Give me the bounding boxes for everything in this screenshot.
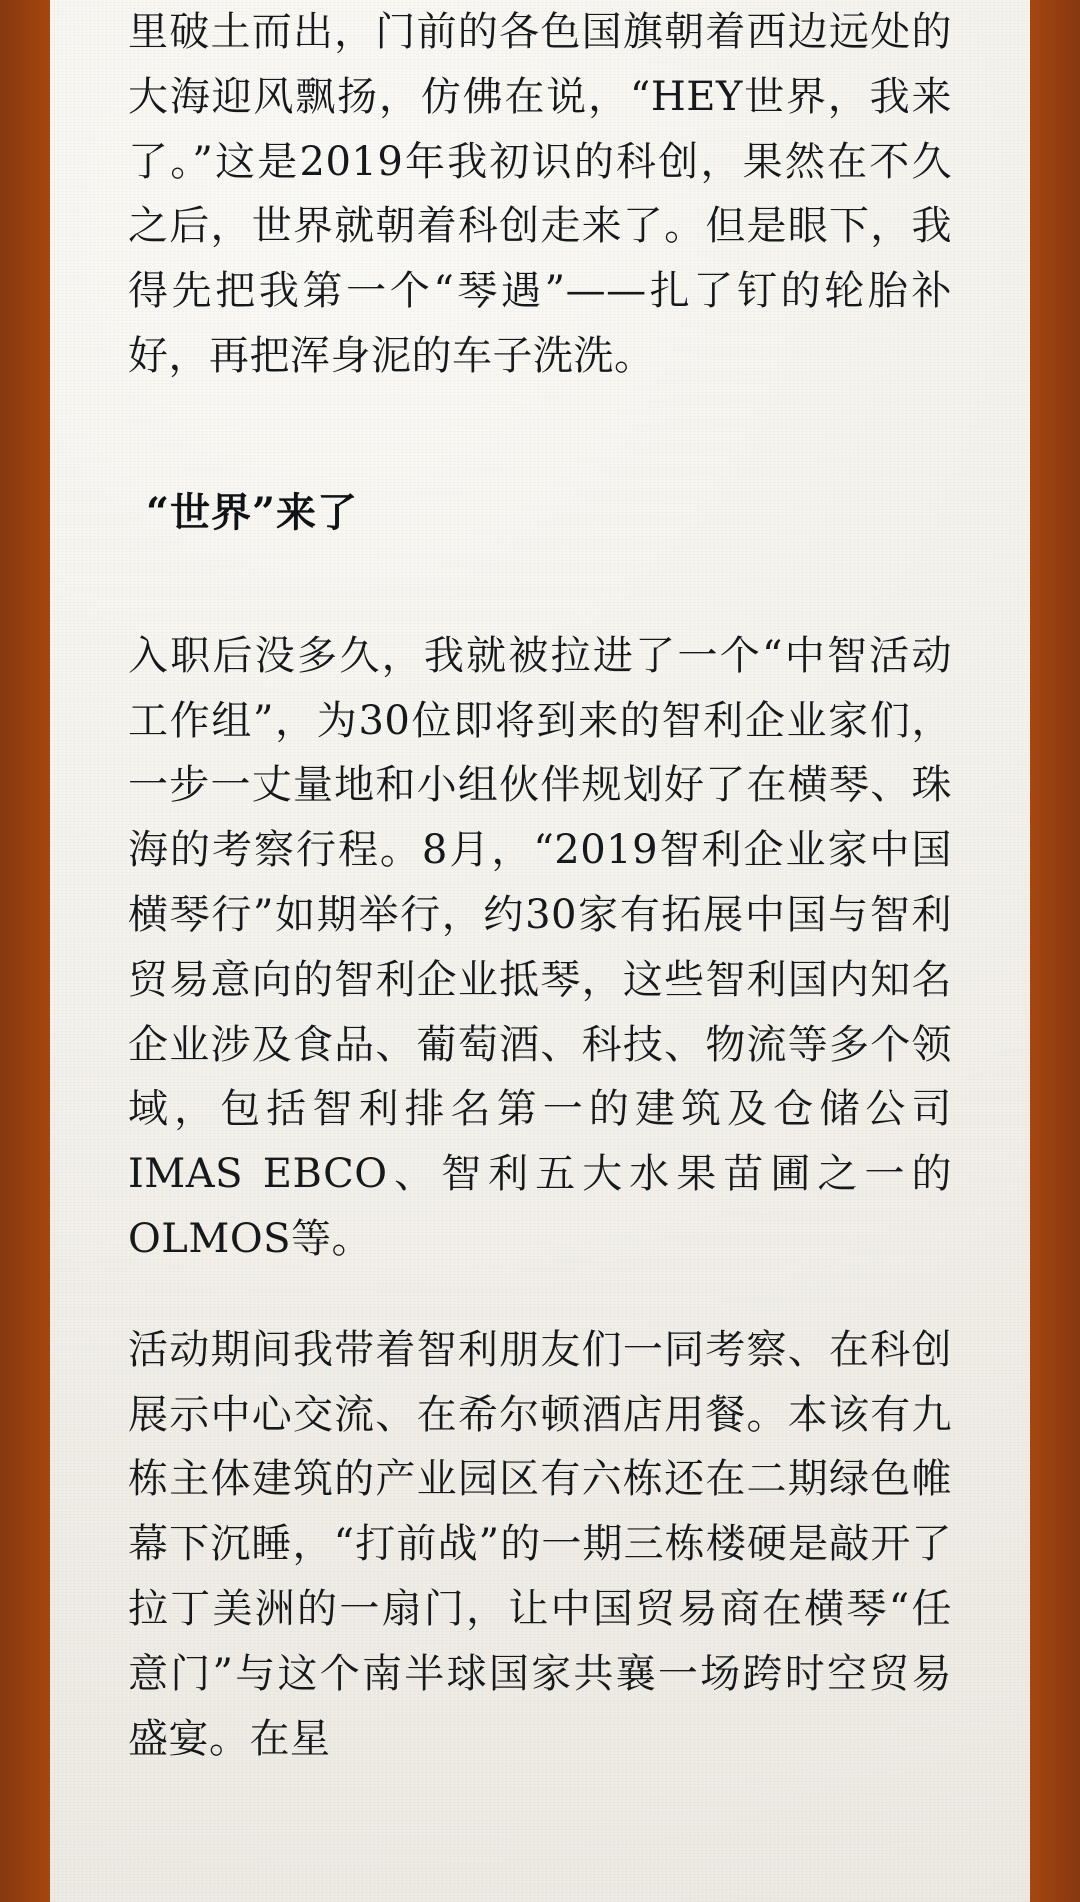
section-heading: “世界”来了 (146, 488, 359, 536)
paragraph-chile-delegation: 入职后没多久，我就被拉进了一个“中智活动工作组”，为30位即将到来的智利企业家们，一步一丈量地和小组伙伴规划好了在横琴、珠海的考察行程。8月，“2019智利企业家中国横琴行”如期举行，约30家有拓展中国与智利贸易意向的智利企业抵琴，这些智利国内知名企业涉及食品、葡萄酒、科技、物流等多个领域，包括智利排名第一的建筑及仓储公司IMAS EBCO、智利五大水果苗圃之一的OLMOS等。 (128, 632, 952, 1262)
page-bottom-spacer (128, 1815, 952, 1821)
paragraph-continued: 里破土而出，门前的各色国旗朝着西边远处的大海迎风飘扬，仿佛在说，“HEY世界，我来了。”这是2019年我初识的科创，果然在不久之后，世界就朝着科创走来了。但是眼下，我得先把我第一个“琴遇”——扎了钉的轮胎补好，再把浑身泥的车子洗洗。 (128, 9, 952, 379)
paragraph-event-tour: 活动期间我带着智利朋友们一同考察、在科创展示中心交流、在希尔顿酒店用餐。本该有九栋主体建筑的产业园区有六栋还在二期绿色帷幕下沉睡，“打前战”的一期三栋楼硬是敲开了拉丁美洲的一扇门，让中国贸易商在横琴“任意门”与这个南半球国家共襄一场跨时空贸易盛宴。在星 (128, 1326, 952, 1762)
article-paper-sheet (50, 0, 1030, 1902)
